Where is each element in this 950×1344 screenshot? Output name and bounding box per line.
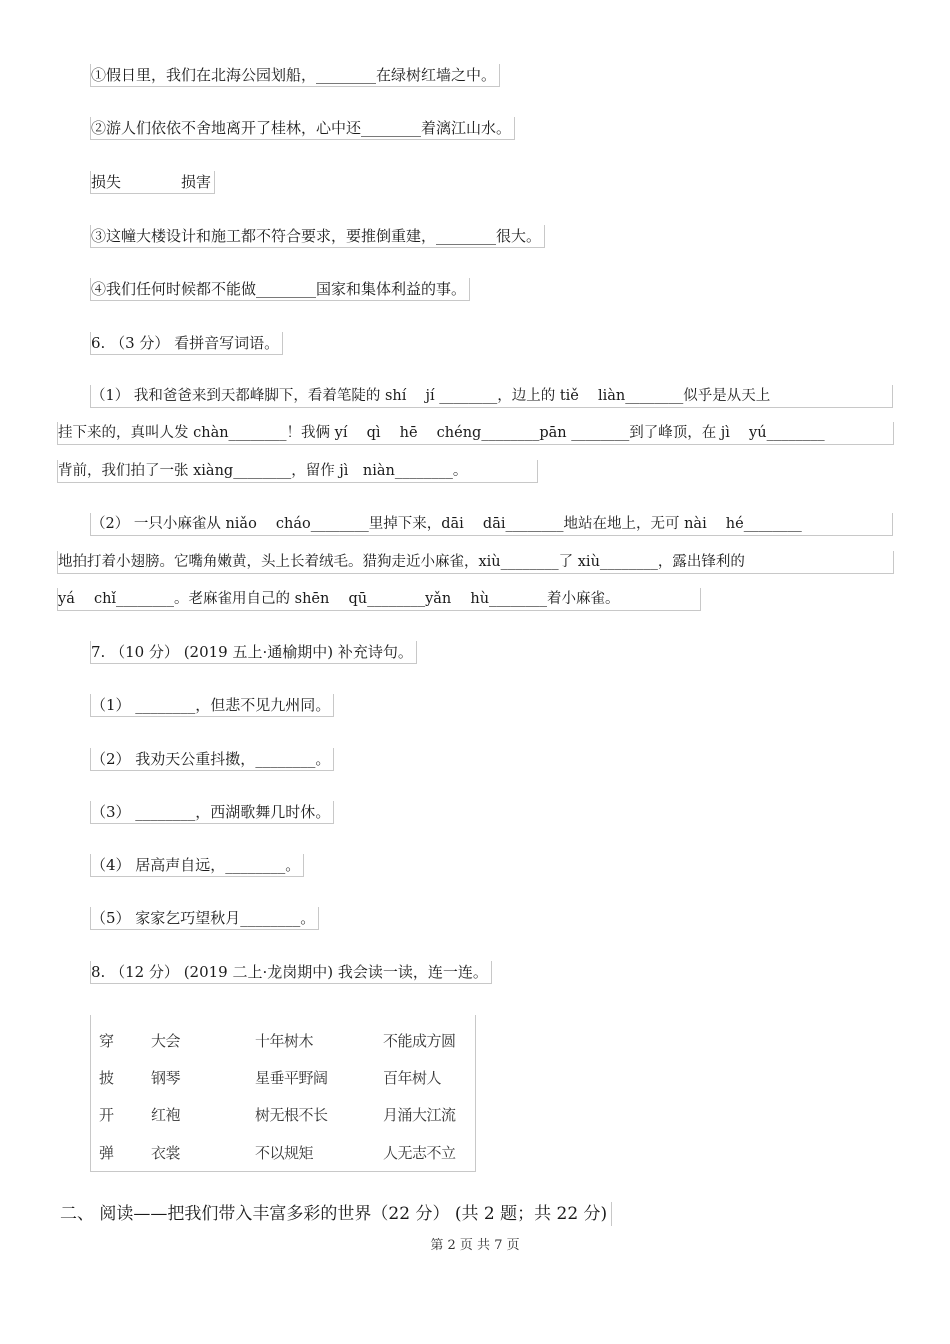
q8-col3-item: 十年树木 xyxy=(255,1032,314,1050)
q7-title: 7. （10 分） (2019 五上·通榆期中) 补充诗句。 xyxy=(90,641,417,664)
q8-col1-item: 披 xyxy=(99,1069,114,1087)
q8-col2-item: 钢琴 xyxy=(151,1069,181,1087)
q8-col2-item: 红袍 xyxy=(151,1106,181,1124)
q5-sentence-3: ③这幢大楼设计和施工都不符合要求，要推倒重建，________很大。 xyxy=(90,225,545,248)
q5-sentence-2: ②游人们依依不舍地离开了桂林，心中还________着漓江山水。 xyxy=(90,117,515,140)
q8-col4-item: 百年树人 xyxy=(383,1069,442,1087)
q8-col4-item: 月涌大江流 xyxy=(383,1106,456,1124)
page-number-footer: 第 2 页 共 7 页 xyxy=(430,1238,520,1253)
q8-title: 8. （12 分） (2019 二上·龙岗期中) 我会读一读，连一连。 xyxy=(90,961,492,984)
q7-item-5: （5） 家家乞巧望秋月________。 xyxy=(90,907,319,930)
q8-col2-item: 衣裳 xyxy=(151,1144,181,1162)
q8-matching-table xyxy=(90,1015,476,1172)
q7-item-2: （2） 我劝天公重抖擞，________。 xyxy=(90,748,334,771)
q6-p2-line-1: （2） 一只小麻雀从 niǎo cháo________里掉下来，dāi dāi________地站在地上，无可 nài hé________ xyxy=(90,513,893,536)
q8-col1-item: 穿 xyxy=(99,1032,114,1050)
q8-col3-item: 不以规矩 xyxy=(255,1144,314,1162)
q8-col1-item: 开 xyxy=(99,1106,114,1124)
q6-p1-line-3: 背前，我们拍了一张 xiàng________，留作 jì niàn________。 xyxy=(57,460,538,483)
q8-col3-item: 星垂平野阔 xyxy=(255,1069,328,1087)
q7-item-3: （3） ________，西湖歌舞几时休。 xyxy=(90,801,334,824)
q7-item-4: （4） 居高声自远，________。 xyxy=(90,854,304,877)
q6-title: 6. （3 分） 看拼音写词语。 xyxy=(90,332,283,355)
q7-item-1: （1） ________，但悲不见九州同。 xyxy=(90,694,334,717)
q8-col2-item: 大会 xyxy=(151,1032,181,1050)
q5-sentence-1: ①假日里，我们在北海公园划船，________在绿树红墙之中。 xyxy=(90,64,500,87)
q6-p2-line-3: yá chǐ________。老麻雀用自己的 shēn qū________yǎn hù________着小麻雀。 xyxy=(57,588,701,611)
q6-p1-line-1: （1） 我和爸爸来到天都峰脚下，看着笔陡的 shí jí ________，边上的 tiě liàn________似乎是从天上 xyxy=(90,385,893,408)
q6-p2-line-2: 地拍打着小翅膀。它嘴角嫩黄，头上长着绒毛。猎狗走近小麻雀，xiù________了 xiù________，露出锋利的 xyxy=(57,551,894,574)
q5-word-choices: 损失 损害 xyxy=(90,171,215,194)
q8-col4-item: 不能成方圆 xyxy=(383,1032,456,1050)
q6-p1-line-2: 挂下来的，真叫人发 chàn________！我俩 yí qì hē chéng________pān ________到了峰顶，在 jì yú________ xyxy=(57,422,894,445)
section-2-heading: 二、 阅读——把我们带入丰富多彩的世界（22 分） (共 2 题；共 22 分) xyxy=(60,1202,612,1226)
q5-sentence-4: ④我们任何时候都不能做________国家和集体利益的事。 xyxy=(90,278,470,301)
q8-col4-item: 人无志不立 xyxy=(383,1144,456,1162)
q8-col3-item: 树无根不长 xyxy=(255,1106,328,1124)
q8-col1-item: 弹 xyxy=(99,1144,114,1162)
